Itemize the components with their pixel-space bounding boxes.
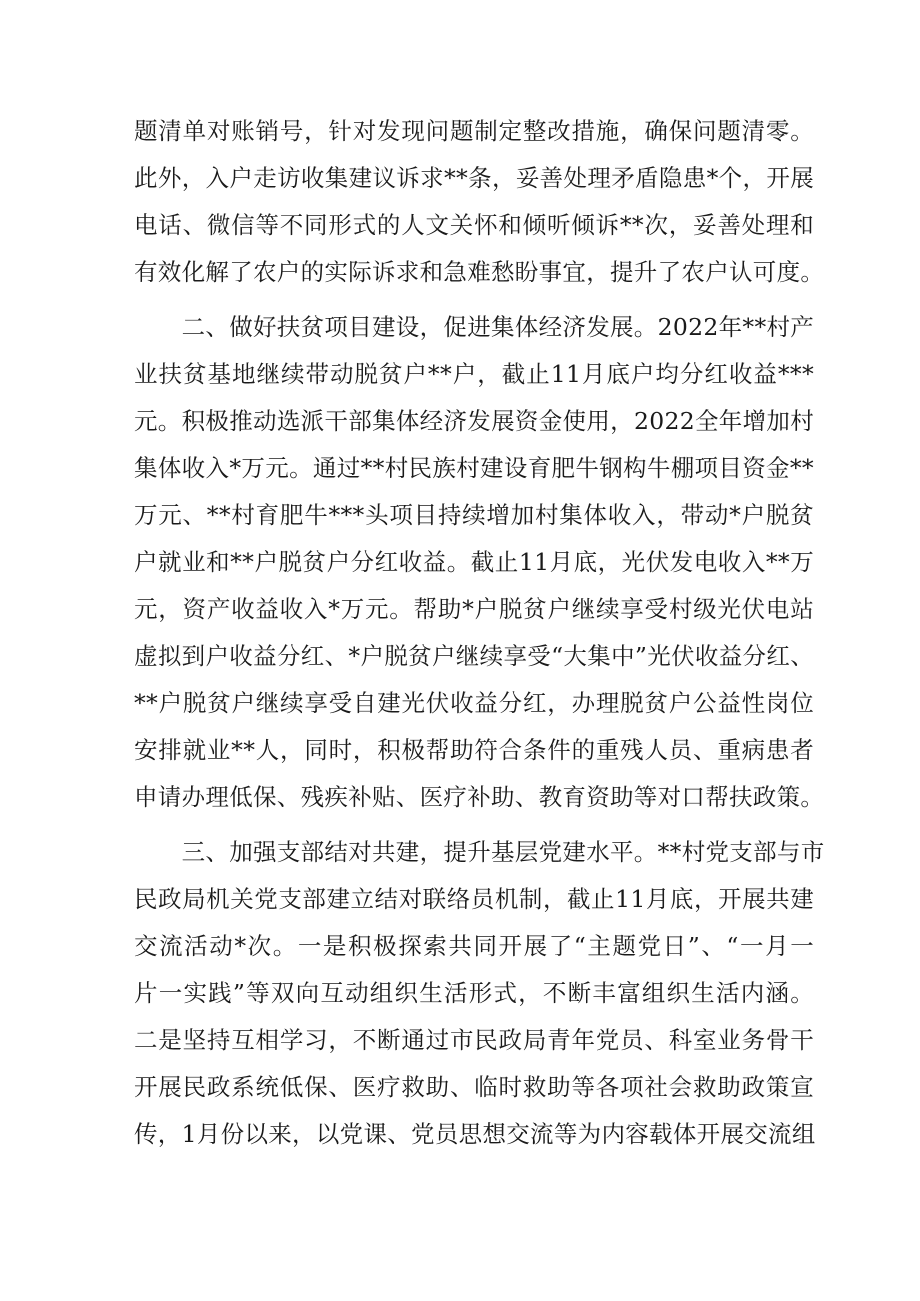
paragraph-poverty-projects (134, 304, 825, 821)
text-line: 业扶贫基地继续带动脱贫户**户，截止11月底户均分红收益*** (134, 360, 814, 388)
text-line: 元。积极推动选派干部集体经济发展资金使用，2022全年增加村 (134, 407, 814, 435)
text-line: 二、做好扶贫项目建设，促进集体经济发展。2022年**村产 (134, 313, 815, 341)
text-line: 有效化解了农户的实际诉求和急难愁盼事宜，提升了农户认可度。 (134, 258, 825, 286)
document-body (134, 108, 825, 1158)
text-line: 传，1月份以来，以党课、党员思想交流等为内容载体开展交流组 (134, 1120, 816, 1148)
paragraph-household-visits (134, 108, 825, 296)
text-line: 元，资产收益收入*万元。帮助*户脱贫户继续享受村级光伏电站 (134, 595, 814, 623)
text-line: 三、加强支部结对共建，提升基层党建水平。**村党支部与市 (134, 838, 825, 866)
text-line: 片一实践”等双向互动组织生活形式，不断丰富组织生活内涵。 (134, 979, 814, 1007)
text-line: 民政局机关党支部建立结对联络员机制，截止11月底，开展共建 (134, 885, 814, 913)
text-line: 虚拟到户收益分红、*户脱贫户继续享受“大集中”光伏收益分红、 (134, 642, 814, 670)
text-line: 申请办理低保、残疾补贴、医疗补助、教育资助等对口帮扶政策。 (134, 783, 825, 811)
text-line: 开展民政系统低保、医疗救助、临时救助等各项社会救助政策宣 (134, 1073, 814, 1101)
text-line: 安排就业**人，同时，积极帮助符合条件的重残人员、重病患者 (134, 736, 814, 764)
paragraph-party-building (134, 829, 825, 1158)
text-line: 户就业和**户脱贫户分红收益。截止11月底，光伏发电收入**万 (134, 548, 814, 576)
text-line: 交流活动*次。一是积极探索共同开展了“主题党日”、“一月一 (134, 932, 814, 960)
text-line: 电话、微信等不同形式的人文关怀和倾听倾诉**次，妥善处理和 (134, 211, 814, 239)
text-line: 题清单对账销号，针对发现问题制定整改措施，确保问题清零。 (134, 117, 814, 145)
text-line: **户脱贫户继续享受自建光伏收益分红，办理脱贫户公益性岗位 (134, 689, 814, 717)
text-line: 集体收入*万元。通过**村民族村建设育肥牛钢构牛棚项目资金** (134, 454, 814, 482)
text-line: 万元、**村育肥牛***头项目持续增加村集体收入，带动*户脱贫 (134, 501, 814, 529)
text-line: 二是坚持互相学习，不断通过市民政局青年党员、科室业务骨干 (134, 1026, 814, 1054)
text-line: 此外，入户走访收集建议诉求**条，妥善处理矛盾隐患*个，开展 (134, 164, 814, 192)
